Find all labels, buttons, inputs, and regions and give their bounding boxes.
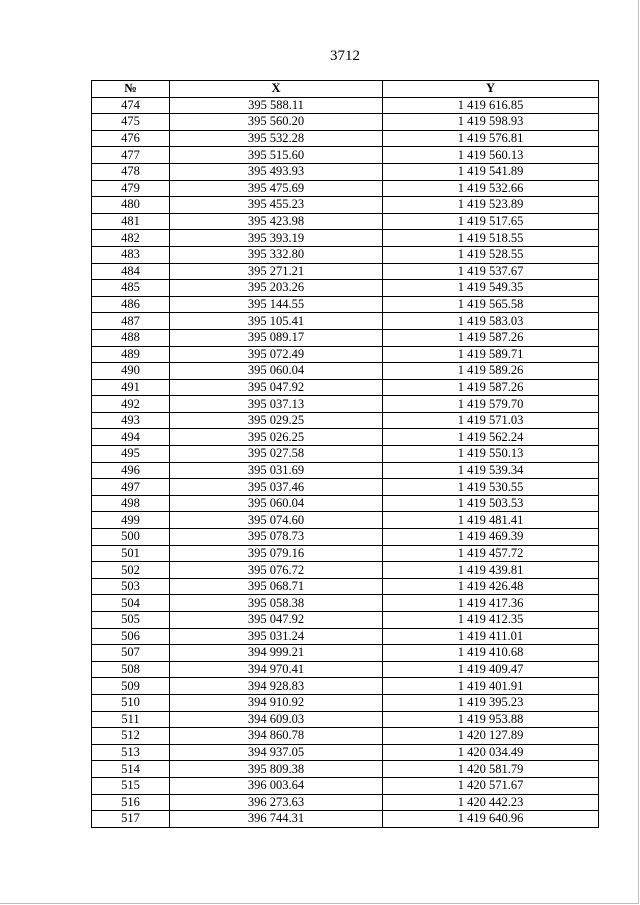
x-coordinate-cell: 395 031.69 [170,462,383,479]
table-row [92,263,599,280]
table-row [92,329,599,346]
point-number-cell: 509 [92,678,170,695]
x-coordinate-cell: 395 037.13 [170,396,383,413]
x-coordinate-cell: 395 072.49 [170,346,383,363]
x-coordinate-cell: 395 076.72 [170,562,383,579]
table-row [92,114,599,131]
table-row [92,379,599,396]
y-coordinate-cell: 1 419 469.39 [383,529,599,546]
y-coordinate-cell: 1 419 579.70 [383,396,599,413]
table-row [92,678,599,695]
y-coordinate-cell: 1 419 537.67 [383,263,599,280]
y-coordinate-cell: 1 419 953.88 [383,711,599,728]
y-coordinate-cell: 1 419 587.26 [383,329,599,346]
page-number: 3712 [330,48,360,64]
point-number-cell: 512 [92,728,170,745]
y-coordinate-cell: 1 419 532.66 [383,180,599,197]
table-row [92,728,599,745]
x-coordinate-cell: 394 970.41 [170,661,383,678]
table-row [92,811,599,828]
table-row [92,645,599,662]
point-number-cell: 484 [92,263,170,280]
x-coordinate-cell: 395 423.98 [170,213,383,230]
y-coordinate-cell: 1 419 395.23 [383,694,599,711]
y-coordinate-cell: 1 419 412.35 [383,612,599,629]
table-row [92,595,599,612]
y-coordinate-cell: 1 419 549.35 [383,280,599,297]
table-row [92,545,599,562]
point-number-cell: 501 [92,545,170,562]
y-coordinate-cell: 1 420 127.89 [383,728,599,745]
table-row [92,147,599,164]
y-coordinate-cell: 1 419 539.34 [383,462,599,479]
point-number-cell: 486 [92,296,170,313]
y-coordinate-cell: 1 419 411.01 [383,628,599,645]
x-coordinate-cell: 395 532.28 [170,130,383,147]
y-coordinate-cell: 1 419 583.03 [383,313,599,330]
point-number-cell: 477 [92,147,170,164]
point-number-cell: 498 [92,495,170,512]
y-coordinate-cell: 1 419 523.89 [383,197,599,214]
table-row [92,628,599,645]
x-coordinate-cell: 395 393.19 [170,230,383,247]
y-coordinate-cell: 1 419 576.81 [383,130,599,147]
y-coordinate-cell: 1 419 550.13 [383,446,599,463]
y-coordinate-cell: 1 419 401.91 [383,678,599,695]
x-coordinate-cell: 395 060.04 [170,495,383,512]
y-coordinate-cell: 1 419 571.03 [383,412,599,429]
point-number-cell: 502 [92,562,170,579]
table-row [92,562,599,579]
y-coordinate-cell: 1 419 589.26 [383,363,599,380]
table-row [92,429,599,446]
table-row [92,612,599,629]
x-coordinate-cell: 394 928.83 [170,678,383,695]
point-number-cell: 495 [92,446,170,463]
x-coordinate-cell: 395 058.38 [170,595,383,612]
x-coordinate-cell: 394 937.05 [170,744,383,761]
y-coordinate-cell: 1 419 565.58 [383,296,599,313]
point-number-cell: 508 [92,661,170,678]
x-coordinate-cell: 395 089.17 [170,329,383,346]
point-number-cell: 514 [92,761,170,778]
y-coordinate-cell: 1 419 409.47 [383,661,599,678]
point-number-cell: 493 [92,412,170,429]
x-coordinate-cell: 394 609.03 [170,711,383,728]
table-row [92,512,599,529]
y-coordinate-cell: 1 419 517.65 [383,213,599,230]
x-coordinate-cell: 394 999.21 [170,645,383,662]
table-row [92,363,599,380]
point-number-cell: 474 [92,97,170,114]
x-coordinate-cell: 395 029.25 [170,412,383,429]
point-number-cell: 504 [92,595,170,612]
point-number-cell: 494 [92,429,170,446]
x-coordinate-cell: 395 332.80 [170,246,383,263]
x-coordinate-cell: 395 588.11 [170,97,383,114]
x-coordinate-cell: 394 910.92 [170,694,383,711]
table-row [92,794,599,811]
header-x: X [170,81,383,98]
y-coordinate-cell: 1 419 589.71 [383,346,599,363]
x-coordinate-cell: 396 003.64 [170,777,383,794]
point-number-cell: 503 [92,578,170,595]
point-number-cell: 488 [92,329,170,346]
point-number-cell: 483 [92,246,170,263]
y-coordinate-cell: 1 419 457.72 [383,545,599,562]
x-coordinate-cell: 395 560.20 [170,114,383,131]
table-row [92,396,599,413]
table-row [92,479,599,496]
table-row [92,230,599,247]
table-row [92,412,599,429]
x-coordinate-cell: 395 078.73 [170,529,383,546]
x-coordinate-cell: 395 105.41 [170,313,383,330]
point-number-cell: 497 [92,479,170,496]
table-row [92,462,599,479]
point-number-cell: 499 [92,512,170,529]
coordinates-table [91,80,599,828]
x-coordinate-cell: 395 026.25 [170,429,383,446]
point-number-cell: 513 [92,744,170,761]
point-number-cell: 478 [92,163,170,180]
y-coordinate-cell: 1 419 562.24 [383,429,599,446]
x-coordinate-cell: 395 047.92 [170,379,383,396]
point-number-cell: 481 [92,213,170,230]
header-y: Y [383,81,599,98]
y-coordinate-cell: 1 419 587.26 [383,379,599,396]
table-row [92,446,599,463]
x-coordinate-cell: 395 047.92 [170,612,383,629]
x-coordinate-cell: 396 273.63 [170,794,383,811]
point-number-cell: 505 [92,612,170,629]
table-header-row [92,81,599,98]
x-coordinate-cell: 395 027.58 [170,446,383,463]
y-coordinate-cell: 1 419 528.55 [383,246,599,263]
y-coordinate-cell: 1 419 598.93 [383,114,599,131]
table-row [92,163,599,180]
point-number-cell: 516 [92,794,170,811]
point-number-cell: 500 [92,529,170,546]
y-coordinate-cell: 1 419 417.36 [383,595,599,612]
table-row [92,296,599,313]
x-coordinate-cell: 395 060.04 [170,363,383,380]
point-number-cell: 496 [92,462,170,479]
x-coordinate-cell: 395 074.60 [170,512,383,529]
point-number-cell: 507 [92,645,170,662]
point-number-cell: 487 [92,313,170,330]
table-row [92,578,599,595]
table-row [92,346,599,363]
table-row [92,213,599,230]
header-number: № [92,81,170,98]
x-coordinate-cell: 395 037.46 [170,479,383,496]
point-number-cell: 515 [92,777,170,794]
table-row [92,777,599,794]
x-coordinate-cell: 395 144.55 [170,296,383,313]
y-coordinate-cell: 1 419 616.85 [383,97,599,114]
point-number-cell: 506 [92,628,170,645]
point-number-cell: 490 [92,363,170,380]
x-coordinate-cell: 395 809.38 [170,761,383,778]
point-number-cell: 489 [92,346,170,363]
table-row [92,661,599,678]
table-row [92,711,599,728]
y-coordinate-cell: 1 420 442.23 [383,794,599,811]
y-coordinate-cell: 1 419 503.53 [383,495,599,512]
table-row [92,529,599,546]
table-row [92,761,599,778]
point-number-cell: 485 [92,280,170,297]
x-coordinate-cell: 394 860.78 [170,728,383,745]
y-coordinate-cell: 1 419 518.55 [383,230,599,247]
point-number-cell: 492 [92,396,170,413]
x-coordinate-cell: 396 744.31 [170,811,383,828]
table-row [92,495,599,512]
y-coordinate-cell: 1 420 571.67 [383,777,599,794]
x-coordinate-cell: 395 271.21 [170,263,383,280]
point-number-cell: 476 [92,130,170,147]
y-coordinate-cell: 1 419 530.55 [383,479,599,496]
point-number-cell: 510 [92,694,170,711]
x-coordinate-cell: 395 475.69 [170,180,383,197]
point-number-cell: 482 [92,230,170,247]
point-number-cell: 475 [92,114,170,131]
x-coordinate-cell: 395 031.24 [170,628,383,645]
table-row [92,313,599,330]
point-number-cell: 491 [92,379,170,396]
point-number-cell: 479 [92,180,170,197]
table-row [92,280,599,297]
y-coordinate-cell: 1 419 439.81 [383,562,599,579]
y-coordinate-cell: 1 419 426.48 [383,578,599,595]
table-row [92,130,599,147]
point-number-cell: 511 [92,711,170,728]
table-row [92,97,599,114]
table-body [92,97,599,827]
y-coordinate-cell: 1 419 481.41 [383,512,599,529]
table-row [92,197,599,214]
y-coordinate-cell: 1 419 640.96 [383,811,599,828]
table-row [92,744,599,761]
table-row [92,694,599,711]
y-coordinate-cell: 1 419 541.89 [383,163,599,180]
y-coordinate-cell: 1 420 034.49 [383,744,599,761]
x-coordinate-cell: 395 068.71 [170,578,383,595]
y-coordinate-cell: 1 419 410.68 [383,645,599,662]
point-number-cell: 480 [92,197,170,214]
y-coordinate-cell: 1 420 581.79 [383,761,599,778]
x-coordinate-cell: 395 079.16 [170,545,383,562]
x-coordinate-cell: 395 515.60 [170,147,383,164]
point-number-cell: 517 [92,811,170,828]
table-row [92,180,599,197]
x-coordinate-cell: 395 455.23 [170,197,383,214]
x-coordinate-cell: 395 493.93 [170,163,383,180]
x-coordinate-cell: 395 203.26 [170,280,383,297]
table-row [92,246,599,263]
y-coordinate-cell: 1 419 560.13 [383,147,599,164]
